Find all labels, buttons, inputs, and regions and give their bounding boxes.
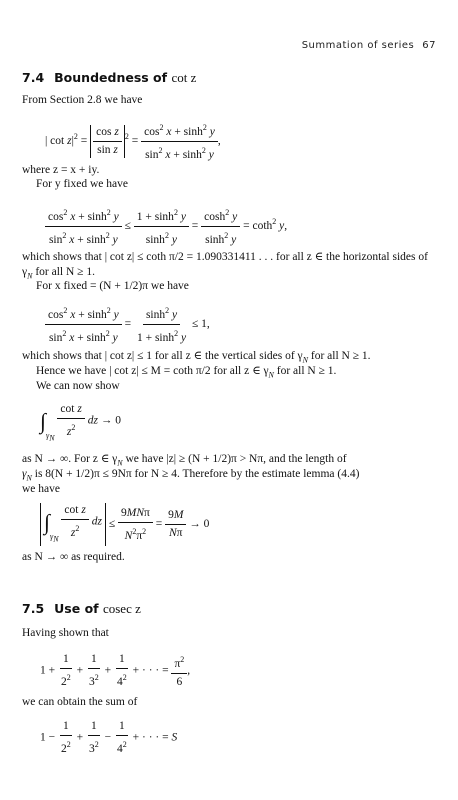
shows-vertical-text: which shows that | cot z| ≤ 1 for all z ∈ the vertical sides of γ [22, 350, 303, 362]
paragraph-as-required: as N → ∞ as required. [22, 551, 125, 563]
paragraph-length: $\gamma_N$ is 8(N + 1/2)π ≤ 9Nπ for N ≥ 4. Therefore by the estimate lemma (4.4) [22, 468, 360, 483]
section-title: Use of [54, 601, 99, 616]
running-head-title: Summation of series [301, 40, 415, 51]
equation-estimate: $\int_{\gamma_N}$ $\frac{\text{cot z}}{z^2}$ dz ≤ $\frac{\text{9MNπ}}{N^2\pi^2}$ = $\frac{9M}{N\pi}$ → 0 [40, 503, 209, 546]
paragraph-where: where z = x + iy. [22, 164, 100, 176]
paragraph-obtain: we can obtain the sum of [22, 696, 138, 708]
paragraph-shows-vertical: which shows that | cot z| ≤ 1 for all z ∈ the vertical sides of $\gamma_N$ for all N ≥ 1. [22, 350, 371, 365]
equation-integral-limit: $\int_{\gamma_N}$ $\frac{\text{cot z}}{z^2}$ dz → 0 [40, 403, 121, 443]
shows-horizontal-cont: for all N ≥ 1. [35, 266, 95, 278]
paragraph-for-y: For y fixed we have [36, 178, 128, 190]
section-number: 7.5 [22, 601, 45, 616]
section-7-4-heading [22, 70, 196, 85]
equation-alternating: 1 − $\frac{1}{2^2}$ + $\frac{1}{3^2}$ − $\frac{1}{4^2}$ + · · · = S [40, 720, 178, 755]
section-7-5-heading [22, 601, 141, 616]
paragraph-can-show: We can now show [36, 380, 120, 392]
paragraph-shows-horizontal: which shows that | cot z| ≤ coth π/2 = 1.090331411 . . . for all z ∈ the horizontal sides of $\gamma_N$ for all N ≥ 1. [22, 251, 428, 281]
shows-horizontal-text: which shows that | cot z| ≤ coth π/2 = 1.090331411 . . . for all z ∈ the horizontal sides of γ [22, 251, 428, 278]
shows-vertical-cont: for all N ≥ 1. [310, 350, 371, 362]
section-title: Boundedness of [54, 70, 168, 85]
section-math: cot z [171, 70, 197, 85]
equation-y-fixed: $\frac{\cos^2 x + \sinh^2 y}{\sin^2 x + \sinh^2 y}$ ≤ $\frac{1 + \sinh^2 y}{\sinh^2 y}$ = $\frac{\cosh^2 y}{\sinh^2 y}$ = coth$^2$ y, [45, 205, 287, 248]
hence-cont: for all N ≥ 1. [276, 365, 337, 377]
paragraph-having: Having shown that [22, 627, 109, 639]
running-head [302, 38, 436, 53]
hence-text: Hence we have | cot z| ≤ M = coth π/2 for all z ∈ γ [36, 365, 269, 377]
as-n-cont: we have |z| ≥ (N + 1/2)π > Nπ, and the length of [125, 453, 347, 465]
as-n-text: as N → ∞. For z ∈ γ [22, 453, 118, 465]
equation-x-fixed: $\frac{\cos^2 x + \sinh^2 y}{\sin^2 x + \sinh^2 y}$ = $\frac{\sinh^2 y}{1 + \sinh^2 y}$ ≤ 1, [45, 303, 210, 346]
page-number: 67 [422, 40, 436, 51]
section-math: cosec z [102, 601, 141, 616]
equation-basel: 1 + $\frac{1}{2^2}$ + $\frac{1}{3^2}$ + $\frac{1}{4^2}$ + · · · = $\frac{\pi^2}{6}$ , [40, 653, 191, 688]
section-number: 7.4 [22, 70, 45, 85]
paragraph-from-section: From Section 2.8 we have [22, 94, 143, 106]
paragraph-hence: Hence we have | cot z| ≤ M = coth π/2 for all z ∈ $\gamma_N$ for all N ≥ 1. [36, 365, 337, 380]
paragraph-as-n: as N → ∞. For z ∈ $\gamma_N$ we have |z| ≥ (N + 1/2)π > Nπ, and the length of [22, 453, 347, 468]
paragraph-for-x: For x fixed = (N + 1/2)π we have [36, 280, 189, 292]
paragraph-we-have: we have [22, 483, 60, 495]
length-text: is 8(N + 1/2)π ≤ 9Nπ for N ≥ 4. Therefore by the estimate lemma (4.4) [34, 468, 360, 480]
equation-cot-squared: | $\cot z|^2$ = $\frac{\text{cos z}}{\text{sin z}}$ $^2$ = $\frac{\cos^2 x + \sinh^2 y}{\sin^2 x + \sinh^2 y}$ , [45, 120, 221, 163]
